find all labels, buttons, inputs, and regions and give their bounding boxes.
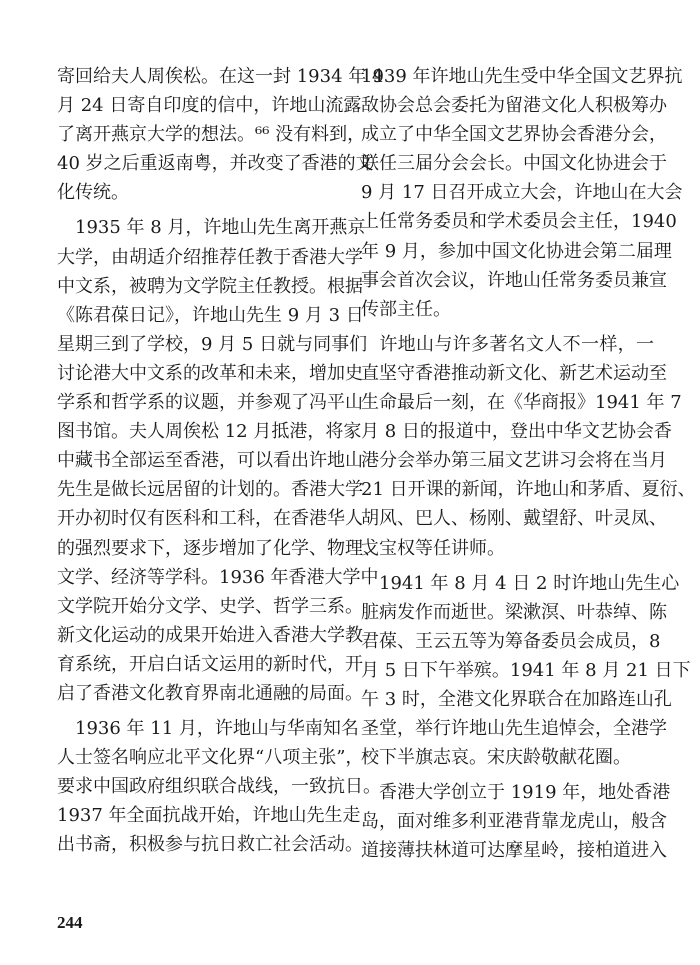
text-line: 传部主任。 [361,298,451,320]
paragraph [57,62,384,207]
text-line: 岛，面对维多利亚港背靠龙虎山，般含 [361,811,667,833]
text-line: 1937 年全面抗战开始，许地山先生走 [57,805,361,827]
left-column [57,62,384,860]
text-line: 大学，由胡适介绍推荐任教于香港大学 [57,246,363,268]
text-line: 中文系，被聘为文学院主任教授。根据 [57,275,363,297]
text-line: 文学、经济等学科。1936 年香港大学中 [57,566,379,588]
text-line: 午 3 时，全港文化界联合在加路连山孔 [361,688,672,710]
paragraph [361,569,691,773]
text-line: 脏病发作而逝世。梁漱溟、叶恭绰、陈 [361,601,667,623]
text-line: 先生是做长远居留的计划的。香港大学 [57,479,363,501]
text-line: 9 月 17 日召开成立大会，许地山在大会 [361,182,683,204]
text-line: 月 8 日的报道中，登出中华文艺协会香 [361,421,672,443]
text-line: 港分会举办第三届文艺讲习会将在当月 [361,450,667,472]
paragraph [361,62,683,324]
text-line: 上任常务委员和学术委员会主任，1940 [361,211,677,233]
text-line: 香港大学创立于 1919 年，地处香港 [361,782,671,804]
right-column [361,62,696,866]
text-line: 年 9 月，参加中国文化协进会第二届理 [361,240,672,262]
text-line: 了离开燕京大学的想法。⁶⁶ 没有料到， [57,124,366,146]
text-line: 中藏书全部运至香港，可以看出许地山 [57,450,363,472]
text-line: 道接薄扶林道可达摩星岭，接柏道进入 [361,840,667,862]
text-line: 联任三届分会会长。中国文化协进会于 [361,153,667,175]
text-line: 出书斋，积极参与抗日救亡社会活动。 [57,834,363,856]
text-line: 40 岁之后重返南粤，并改变了香港的文 [57,153,374,175]
text-line: 1936 年 11 月，许地山与华南知名 [57,718,359,740]
text-line: 启了香港文化教育界南北通融的局面。 [57,682,363,704]
text-line: 讨论港大中文系的改革和未来，增加史 [57,362,363,384]
text-line: 星期三到了学校，9 月 5 日就与同事们 [57,333,368,355]
text-line: 事会首次会议，许地山任常务委员兼宣 [361,269,667,291]
text-line: 许地山与许多著名文人不一样，一 [361,333,654,355]
text-line: 新文化运动的成果开始进入香港大学教 [57,624,363,646]
text-line: 胡风、巴人、杨刚、戴望舒、叶灵凤、 [361,508,667,530]
text-line: 君葆、王云五等为筹备委员会成员，8 [361,630,661,652]
text-line: 生命最后一刻，在《华商报》1941 年 7 [361,392,682,414]
text-line: 化传统。 [57,182,129,204]
text-line: 戈宝权等任讲师。 [361,537,505,559]
paragraph [57,714,381,859]
text-line: 育系统，开启白话文运用的新时代，开 [57,653,363,675]
text-line: 《陈君葆日记》，许地山先生 9 月 3 日 [57,304,364,326]
text-line: 图书馆。夫人周俟松 12 月抵港，将家 [57,421,362,443]
text-line: 校下半旗志哀。宋庆龄敬献花圈。 [361,747,631,769]
text-line: 开办初时仅有医科和工科，在香港华人 [57,508,363,530]
text-line: 的强烈要求下，逐步增加了化学、物理、 [57,537,381,559]
paragraph [57,213,381,708]
paragraph [361,330,696,563]
text-line: 1941 年 8 月 4 日 2 时许地山先生心 [361,572,680,594]
text-line: 1935 年 8 月，许地山先生离开燕京 [57,217,366,239]
text-line: 文学院开始分文学、史学、哲学三系。 [57,595,363,617]
text-line: 学系和哲学系的议题，并参观了冯平山 [57,392,363,414]
text-line: 直坚守香港推动新文化、新艺术运动至 [361,362,667,384]
text-line: 月 5 日下午举殡。1941 年 8 月 21 日下 [361,659,691,681]
text-line: 圣堂，举行许地山先生追悼会，全港学 [361,718,667,740]
text-line: 21 日开课的新闻，许地山和茅盾、夏衍、 [361,479,696,501]
text-line: 1939 年许地山先生受中华全国文艺界抗 [361,66,683,87]
text-line: 月 24 日寄自印度的信中，许地山流露 [57,95,362,117]
text-line: 成立了中华全国文艺界协会香港分会， [361,124,667,146]
text-line: 寄回给夫人周俟松。在这一封 1934 年 4 [57,66,384,87]
text-line: 敌协会总会委托为留港文化人积极筹办 [361,95,667,117]
text-line: 人士签名响应北平文化界“八项主张”， [57,747,364,769]
paragraph [361,778,671,865]
text-line: 要求中国政府组织联合战线，一致抗日。 [57,776,381,798]
page-number: 244 [57,913,83,932]
